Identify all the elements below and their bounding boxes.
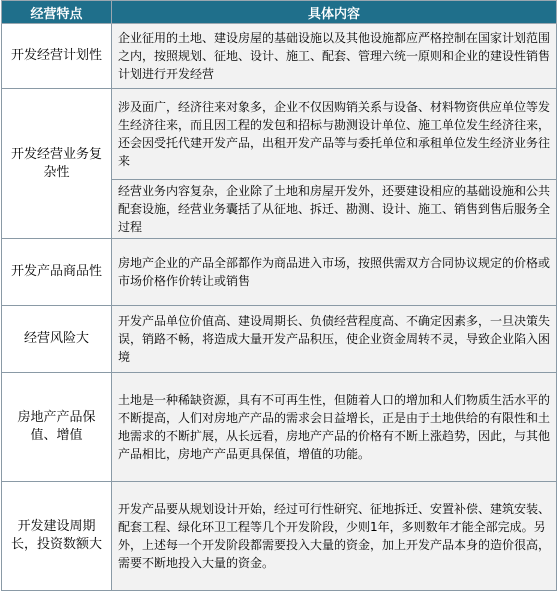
table-row — [2, 239, 557, 306]
header-feature: 经营特点 — [2, 1, 112, 24]
table-row — [2, 306, 557, 373]
header-content: 具体内容 — [112, 1, 557, 24]
content-cell: 企业征用的土地、建设房屋的基础设施以及其他设施都应严格控制在国家计划范围之内，按照规划、征地、设计、施工、配套、管理六统一原则和企业的建设性销售计划进行开发经营 — [112, 24, 557, 89]
content-cell: 开发产品要从规划设计开始，经过可行性研究、征地拆迁、安置补偿、建筑安装、配套工程、绿化环卫工程等几个开发阶段，少则1年，多则数年才能全部完成。另外，上述每一个开发阶段都需要投入大量的资金，加上开发产品本身的造价很高，需要不断地投入大量的资金。 — [112, 482, 557, 591]
feature-cell: 开发经营业务复杂性 — [2, 89, 112, 239]
feature-cell: 经营风险大 — [2, 306, 112, 373]
table-row — [2, 373, 557, 482]
feature-cell: 开发产品商品性 — [2, 239, 112, 306]
table-row — [2, 89, 557, 180]
feature-cell: 房地产产品保值、增值 — [2, 373, 112, 482]
business-features-table — [1, 0, 557, 591]
content-cell: 开发产品单位价值高、建设周期长、负债经营程度高、不确定因素多，一旦决策失误，销路不畅，将造成大量开发产品积压，使企业资金周转不灵，导致企业陷入困境 — [112, 306, 557, 373]
table-row — [2, 482, 557, 591]
feature-cell: 开发建设周期长，投资数额大 — [2, 482, 112, 591]
content-cell: 土地是一种稀缺资源，具有不可再生性，但随着人口的增加和人们物质生活水平的不断提高，人们对房地产产品的需求会日益增长，正是由于土地供给的有限性和土地需求的不断扩展，从长远看，房地产产品的价格有不断上涨趋势，因此，与其他产品相比，房地产产品更具保值，增值的功能。 — [112, 373, 557, 482]
content-cell: 经营业务内容复杂，企业除了土地和房屋开发外，还要建设相应的基础设施和公共配套设施，经营业务囊括了从征地、拆迁、勘测、设计、施工、销售到售后服务全过程 — [112, 180, 557, 239]
table-row — [2, 24, 557, 89]
content-cell: 房地产企业的产品全部都作为商品进入市场，按照供需双方合同协议规定的价格或市场价格作价转让或销售 — [112, 239, 557, 306]
feature-cell: 开发经营计划性 — [2, 24, 112, 89]
table-header-row — [2, 1, 557, 24]
content-cell: 涉及面广，经济往来对象多，企业不仅因购销关系与设备、材料物资供应单位等发生经济往来，而且因工程的发包和招标与勘测设计单位、施工单位发生经济往来，还会因受托代建开发产品，出租开发产品等与委托单位和承租单位发生经济业务往来 — [112, 89, 557, 180]
